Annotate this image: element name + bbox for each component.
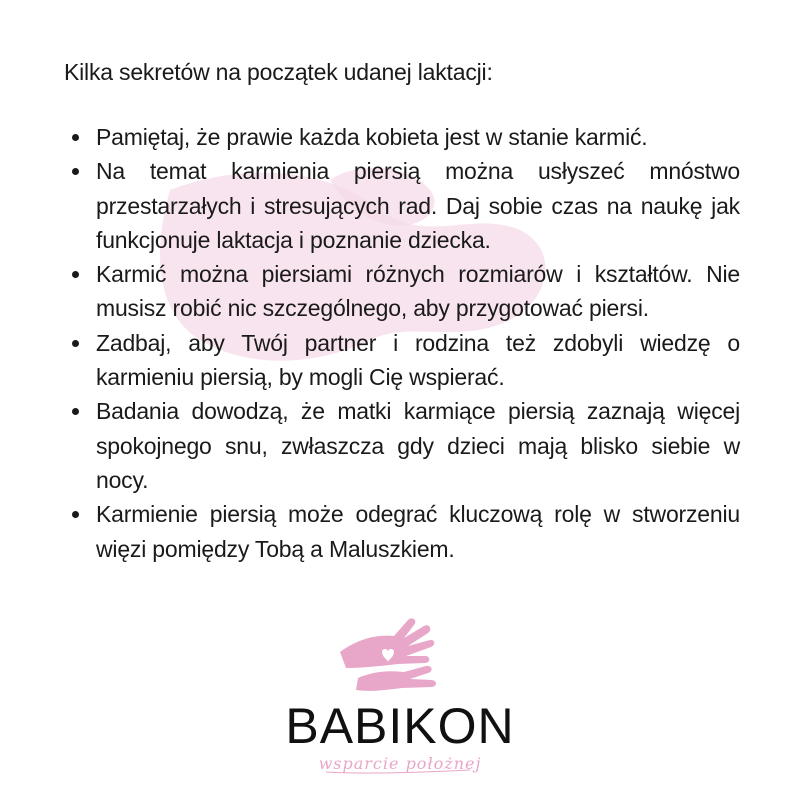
list-item	[60, 394, 740, 497]
tips-list	[60, 120, 740, 566]
list-item	[60, 154, 740, 257]
svg-text:wsparcie położnej: wsparcie położnej	[320, 754, 480, 773]
list-item-text: Pamiętaj, że prawie każda kobieta jest w stanie karmić.	[96, 124, 648, 150]
bullet-icon	[72, 340, 79, 347]
bullet-icon	[72, 168, 79, 175]
bullet-icon	[72, 134, 79, 141]
list-item-text: Na temat karmienia piersią można usłyszeć mnóstwo przestarzałych i stresujących rad. Daj sobie czas na naukę jak funkcjonuje laktacja i poznanie dziecka.	[96, 158, 740, 253]
bullet-icon	[72, 271, 79, 278]
list-item-text: Karmienie piersią może odegrać kluczową rolę w stworzeniu więzi pomiędzy Tobą a Maluszkiem.	[96, 501, 740, 562]
brand-name: BABIKON	[285, 698, 515, 754]
list-item	[60, 120, 740, 154]
list-item-text: Zadbaj, aby Twój partner i rodzina też zdobyli wiedzę o karmieniu piersią, by mogli Cię wspierać.	[96, 329, 740, 391]
tagline-handwriting	[320, 752, 480, 776]
list-item-text: Badania dowodzą, że matki karmiące piersią zaznają więcej spokojnego snu, zwłaszcza gdy dzieci mają blisko siebie w nocy.	[96, 398, 740, 493]
list-item	[60, 257, 740, 326]
list-item	[60, 497, 740, 566]
list-item-text: Karmić można piersiami różnych rozmiarów i kształtów. Nie musisz robić nic szczególnego, aby przygotować piersi.	[96, 261, 740, 322]
bullet-icon	[72, 511, 79, 518]
brand-tagline	[0, 752, 800, 782]
list-item	[60, 326, 740, 395]
page-heading: Kilka sekretów na początek udanej laktacji:	[64, 59, 493, 85]
logo	[0, 612, 800, 792]
hands-heart-icon	[336, 612, 444, 694]
bullet-icon	[72, 408, 79, 415]
